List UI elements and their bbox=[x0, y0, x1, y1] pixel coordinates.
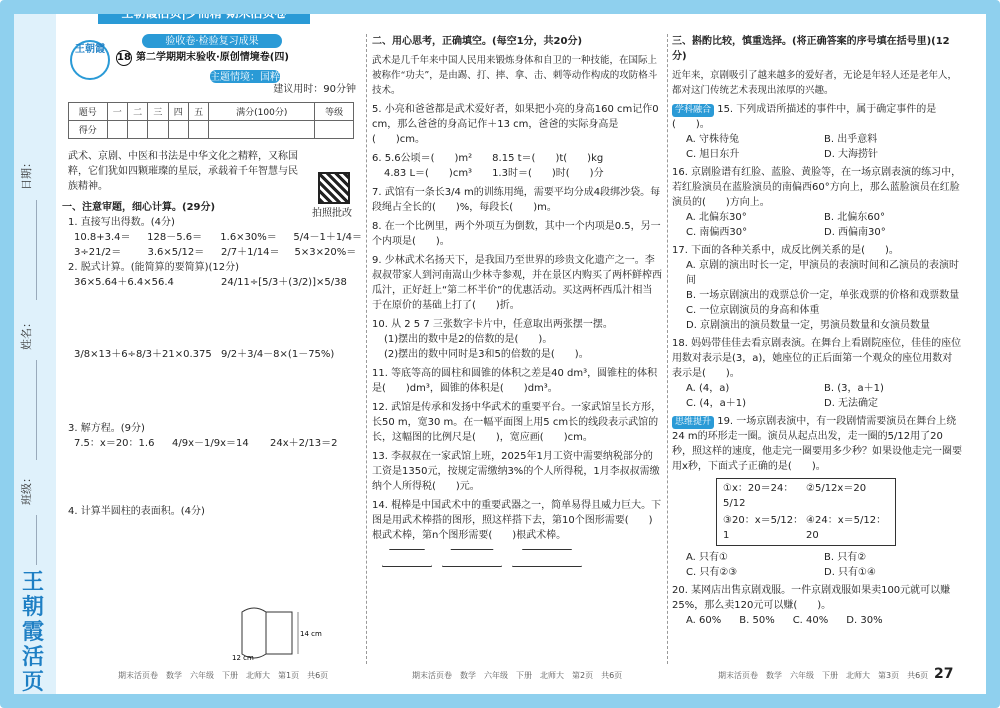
q2-item: 36×5.64＋6.4×56.4 bbox=[74, 277, 174, 288]
paper-title bbox=[116, 50, 356, 66]
section-2-title: 二、用心思考，正确填空。(每空1分，共20分) bbox=[372, 36, 583, 47]
question-17: 17. 下面的各种关系中，成反比例关系的是( )。 bbox=[672, 245, 899, 256]
score-header-row bbox=[69, 103, 354, 121]
q18-options bbox=[672, 381, 962, 411]
prism-height-label: 14 cm bbox=[300, 630, 322, 638]
score-row bbox=[69, 121, 354, 139]
question-10a: (1)摆出的数中是2的倍数的是( )。 bbox=[384, 334, 553, 345]
half-cylinder-figure bbox=[232, 604, 322, 662]
qr-label: 拍照批改 bbox=[312, 208, 352, 219]
brand-logo: 王朝霞 bbox=[70, 40, 110, 80]
question-5: 5. 小亮和爸爸都是武术爱好者，如果把小亮的身高160 cm记作0 cm，那么爸爸的身高记作＋13 cm，爸爸的实际身高是( )cm。 bbox=[372, 104, 659, 145]
time-note: 建议用时：90分钟 bbox=[273, 84, 356, 95]
score-cell[interactable] bbox=[148, 121, 168, 139]
question-8: 8. 在一个比例里，两个外项互为倒数，其中一个内项是0.5，另一个内项是( )。 bbox=[372, 221, 661, 247]
q18-option: B. (3，a＋1) bbox=[824, 383, 884, 394]
title-block bbox=[62, 34, 362, 94]
q1-row bbox=[62, 230, 362, 245]
q17-option: A. 京剧的演出时长一定，甲演员的表演时间和乙演员的表演时间 bbox=[686, 260, 960, 286]
q16-option: C. 南偏西30° bbox=[686, 227, 748, 238]
q3-item: 7.5：x＝20：1.6 bbox=[74, 438, 155, 449]
stick-figure-3 bbox=[512, 549, 582, 567]
question-4: 4. 计算半圆柱的表面积。(4分) bbox=[68, 506, 205, 517]
question-11: 11. 等底等高的圆柱和圆锥的体积之差是40 dm³，圆锥柱的体积是( )dm³，圆锥的体积是( )dm³。 bbox=[372, 368, 658, 394]
interdisciplinary-badge: 学科融合 bbox=[672, 104, 714, 117]
q16-option: B. 北偏东60° bbox=[824, 212, 885, 223]
q2-item: 24/11÷[5/3＋(3/2)]×5/38 bbox=[221, 277, 347, 288]
q19-equation: ③20：x＝5/12：1 bbox=[723, 515, 804, 541]
question-6b: 4.83 L＝( )cm³ 1.3时＝( )时( )分 bbox=[384, 168, 604, 179]
q1-item: 10.8+3.4＝ bbox=[74, 232, 131, 243]
q20-options bbox=[672, 613, 962, 628]
question-15-text: 15. 下列成语所描述的事件中，属于确定事件的是( )。 bbox=[672, 104, 937, 130]
question-9: 9. 少林武术名扬天下，是我国乃至世界的珍贵文化遗产之一。李叔叔带家人到河南嵩山少林寺参观，并在景区内购买了两杯鲜榨西瓜汁，正好赶上“第二杯半价”的优惠活动。买这两杯西瓜汁相当于在原价的基础上打了( )折。 bbox=[372, 255, 662, 311]
q17-option: C. 一位京剧演员的身高和体重 bbox=[686, 305, 820, 316]
page-footer: 期末活页卷 数学 六年级 下册 北师大 第3页 共6页 bbox=[718, 671, 929, 680]
section-3-title: 三、斟酌比较，慎重选择。(将正确答案的序号填在括号里)(12分) bbox=[672, 36, 950, 62]
question-3: 3. 解方程。(9分) bbox=[68, 423, 145, 434]
intro-text: 武术、京剧、中医和书法是中华文化之精粹，又称国粹，它们犹如四颗璀璨的星辰，承载着千年智慧与民族精神。 bbox=[68, 151, 298, 192]
q15-options bbox=[672, 132, 962, 162]
question-7: 7. 武馆有一条长3/4 m的训练用绳，需要平均分成4段绑沙袋。每段绳占全长的( )%，每段长( )m。 bbox=[372, 187, 661, 213]
q1-item: 3.6×5/12＝ bbox=[147, 247, 205, 258]
q2-item: 3/8×13＋6÷8/3＋21×0.375 bbox=[74, 349, 212, 360]
q19-options bbox=[672, 550, 962, 580]
page-footer: 期末活页卷 数学 六年级 下册 北师大 第2页 共6页 bbox=[412, 671, 623, 680]
column-2 bbox=[372, 34, 662, 664]
score-header: 一 bbox=[107, 103, 127, 121]
date-label: 日期： bbox=[20, 157, 33, 190]
q15-option: A. 守株待兔 bbox=[686, 134, 740, 145]
stick-figure-2 bbox=[442, 549, 502, 567]
q19-equation: ①x：20＝24：5/12 bbox=[723, 483, 794, 509]
brand-logo-vertical: 王朝霞活页 bbox=[21, 569, 44, 695]
q19-equation: ④24：x＝5/12：20 bbox=[806, 515, 887, 541]
tag-top: 验收卷·检验复习成果 bbox=[142, 34, 282, 48]
section-3-intro: 近年来，京剧吸引了越来越多的爱好者，无论是年轻人还是老年人，都对这门传统艺术表现出浓厚的兴趣。 bbox=[672, 70, 958, 96]
q19-option: C. 只有②③ bbox=[686, 567, 738, 578]
q17-option: B. 一场京剧演出的戏票总价一定，单张戏票的价格和戏票数量 bbox=[686, 290, 960, 301]
q16-option: A. 北偏东30° bbox=[686, 212, 747, 223]
q19-option: D. 只有①④ bbox=[824, 567, 876, 578]
page-number: 27 bbox=[934, 666, 954, 682]
question-16: 16. 京剧脸谱有红脸、蓝脸、黄脸等，在一场京剧表演的练习中，若红脸演员在蓝脸演员的南偏西60°方向上，那么蓝脸演员在红脸演员的( )方向上。 bbox=[672, 167, 962, 208]
q17-option: D. 京剧演出的演员数量一定，男演员数量和女演员数量 bbox=[686, 320, 931, 331]
section-1-title: 一、注意审题，细心计算。(29分) bbox=[62, 202, 216, 213]
q3-item: 4/9x－1/9x＝14 bbox=[172, 438, 249, 449]
q15-option: C. 旭日东升 bbox=[686, 149, 740, 160]
question-1: 1. 直接写出得数。(4分) bbox=[68, 217, 175, 228]
q19-option: A. 只有① bbox=[686, 552, 728, 563]
q1-item: 2/7＋1/14＝ bbox=[221, 247, 280, 258]
section-2-intro: 武术是几千年来中国人民用来锻炼身体和自卫的一种技能，在国际上被称作“功夫”，是由踢、打、摔、拿、击、刺等动作构成的攻防格斗技术。 bbox=[372, 55, 658, 96]
q20-option: B. 50% bbox=[739, 615, 775, 626]
q18-option: C. (4，a＋1) bbox=[686, 398, 746, 409]
score-header: 五 bbox=[188, 103, 208, 121]
header-tab: 王朝霞活页|少而精·期末活页卷 bbox=[98, 2, 310, 24]
q20-option: C. 40% bbox=[792, 615, 829, 626]
q20-option: D. 30% bbox=[846, 615, 883, 626]
score-header: 四 bbox=[168, 103, 188, 121]
column-divider bbox=[366, 34, 367, 664]
name-label: 姓名： bbox=[20, 317, 33, 350]
question-20: 20. 某网店出售京剧戏服。一件京剧戏服如果卖100元就可以赚25%，那么卖120元可以赚( )。 bbox=[672, 585, 951, 611]
date-line bbox=[36, 200, 37, 300]
question-19-text: 19. 一场京剧表演中，有一段剧情需要演员在舞台上绕24 m的环形走一圈。演员从起点出发，走一圈的5/12用了20秒，照这样的速度，他走完一圈要用多少秒？如果设他走完一圈要用x秒，下面式子正确的是( )。 bbox=[672, 416, 962, 472]
q19-equation: ②5/12x＝20 bbox=[806, 483, 867, 494]
theme-tag: 主题情境：国粹 bbox=[210, 72, 280, 83]
q2-row bbox=[62, 347, 362, 421]
question-10b: (2)摆出的数中同时是3和5的倍数的是( )。 bbox=[384, 349, 589, 360]
page-footer: 期末活页卷 数学 六年级 下册 北师大 第1页 共6页 bbox=[118, 671, 329, 680]
thinking-badge: 思维提升 bbox=[672, 416, 714, 429]
class-line bbox=[36, 515, 37, 565]
score-cell[interactable] bbox=[209, 121, 315, 139]
score-header: 题号 bbox=[69, 103, 108, 121]
score-row-label: 得分 bbox=[69, 121, 108, 139]
prism-diameter-label: 12 cm bbox=[232, 654, 254, 662]
class-label: 班级： bbox=[20, 472, 33, 505]
score-header: 满分(100分) bbox=[209, 103, 315, 121]
question-18: 18. 妈妈带佳佳去看京剧表演。在舞台上看剧院座位，佳佳的座位用数对表示是(3，a)，她座位的正后面第一个观众的座位用数对表示是( )。 bbox=[672, 338, 962, 379]
question-12: 12. 武馆是传承和发扬中华武术的重要平台。一家武馆呈长方形，长50 m，宽30 m。在一幅平面图上用5 cm长的线段表示武馆的长，这幅图的比例尺是( )，宽应画( )cm。 bbox=[372, 402, 662, 443]
q18-option: A. (4，a) bbox=[686, 383, 730, 394]
score-cell[interactable] bbox=[168, 121, 188, 139]
paper-number: 18 bbox=[116, 50, 132, 66]
score-cell[interactable] bbox=[315, 121, 354, 139]
question-10: 10. 从 2 5 7 三张数字卡片中，任意取出两张摆一摆。 bbox=[372, 319, 613, 330]
q1-item: 5/4－1＋1/4＝ bbox=[293, 232, 362, 243]
q20-option: A. 60% bbox=[686, 615, 722, 626]
q16-options bbox=[672, 210, 962, 240]
q15-option: D. 大海捞针 bbox=[824, 149, 879, 160]
score-header: 二 bbox=[127, 103, 147, 121]
q1-item: 3÷21/2＝ bbox=[74, 247, 122, 258]
q15-option: B. 出乎意料 bbox=[824, 134, 878, 145]
q1-item: 128－5.6＝ bbox=[147, 232, 203, 243]
question-2: 2. 脱式计算。(能简算的要简算)(12分) bbox=[68, 262, 240, 273]
q16-option: D. 西偏南30° bbox=[824, 227, 886, 238]
q19-option: B. 只有② bbox=[824, 552, 867, 563]
column-1 bbox=[62, 34, 362, 664]
question-13: 13. 李叔叔在一家武馆上班，2025年1月工资中需要纳税部分的工资是1350元，按规定需缴纳3%的个人所得税，1月李叔叔需缴纳个人所得税( )元。 bbox=[372, 451, 660, 492]
q3-row bbox=[62, 436, 362, 504]
question-6a: 6. 5.6公顷＝( )m² 8.15 t＝( )t( )kg bbox=[372, 153, 604, 164]
question-14: 14. 棍棒是中国武术中的重要武器之一，简单易得且威力巨大。下图是用武术棒搭的图形，照这样搭下去，第10个图形需要( )根武术棒，第n个图形需要( )根武术棒。 bbox=[372, 500, 662, 541]
score-header: 等级 bbox=[315, 103, 354, 121]
q1-item: 5×3×20%＝ bbox=[294, 247, 357, 258]
score-header: 三 bbox=[148, 103, 168, 121]
qr-code-icon[interactable] bbox=[318, 172, 350, 204]
column-3 bbox=[672, 34, 962, 664]
q2-item: 9/2＋3/4－8×(1－75%) bbox=[221, 349, 335, 360]
stick-figure-sequence bbox=[372, 549, 662, 567]
score-table bbox=[68, 102, 354, 139]
q3-item: 24x＋2/13＝2 bbox=[270, 438, 338, 449]
q2-row bbox=[62, 275, 362, 347]
column-divider bbox=[667, 34, 668, 664]
q19-equation-box bbox=[716, 478, 896, 546]
score-cell[interactable] bbox=[127, 121, 147, 139]
q1-row bbox=[62, 245, 362, 260]
q18-option: D. 无法确定 bbox=[824, 398, 879, 409]
question-19 bbox=[672, 414, 962, 474]
name-line bbox=[36, 360, 37, 460]
question-15 bbox=[672, 102, 962, 132]
q1-item: 1.6×30%＝ bbox=[220, 232, 277, 243]
score-cell[interactable] bbox=[188, 121, 208, 139]
paper-title-text: 第二学期期末验收·原创情境卷(四) bbox=[136, 52, 289, 63]
stick-figure-1 bbox=[382, 549, 432, 567]
score-cell[interactable] bbox=[107, 121, 127, 139]
